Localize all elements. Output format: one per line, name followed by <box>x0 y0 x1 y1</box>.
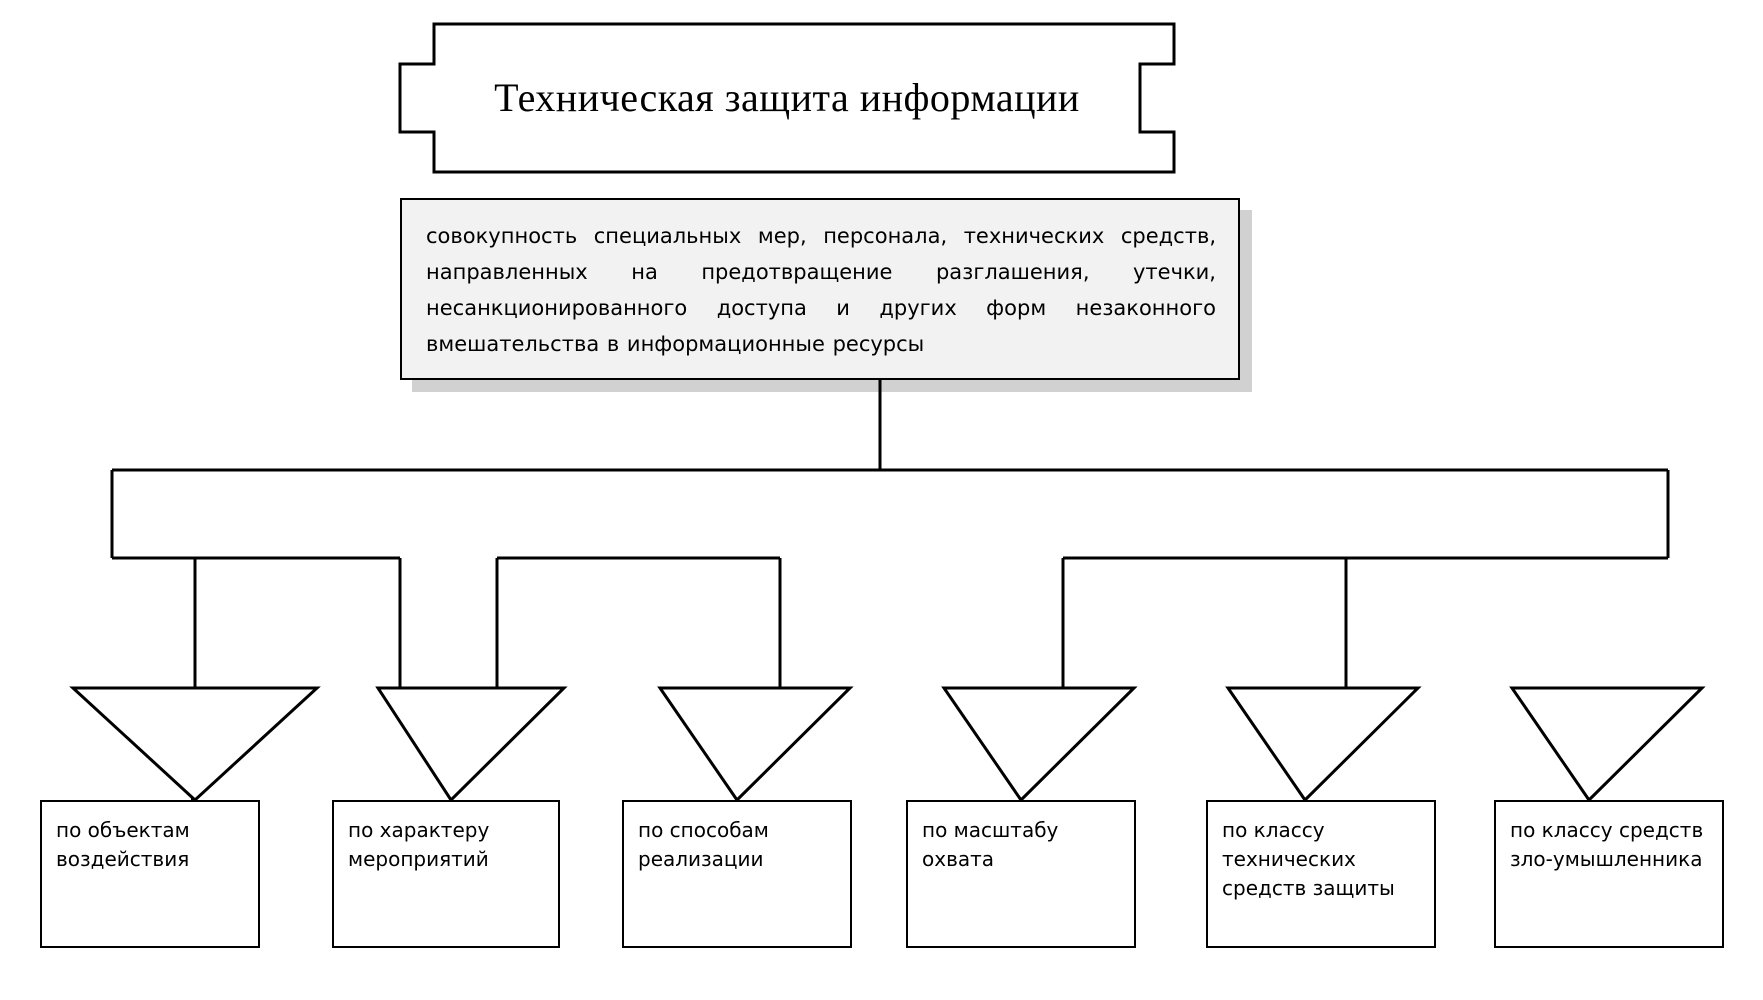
category-box-4[interactable] <box>906 800 1136 948</box>
category-box-6[interactable] <box>1494 800 1724 948</box>
category-label-4: по масштабу охвата <box>922 818 1059 871</box>
category-box-2[interactable] <box>332 800 560 948</box>
arrow-heads <box>76 688 195 800</box>
category-label-6: по классу средств зло-умышленника <box>1510 818 1704 871</box>
category-label-3: по способам реализации <box>638 818 769 871</box>
category-label-2: по характеру мероприятий <box>348 818 490 871</box>
title-box <box>398 22 1176 174</box>
category-box-3[interactable] <box>622 800 852 948</box>
category-label-1: по объектам воздействия <box>56 818 190 871</box>
page-title: Техническая защита информации <box>494 75 1080 120</box>
category-box-5[interactable] <box>1206 800 1436 948</box>
definition-box <box>400 198 1240 380</box>
definition-text: совокупность специальных мер, персонала, технических средств, направленных на предотвращение разглашения, утечки, несанкционированного доступа и других форм незаконного вмешательства в информационные ресурсы <box>426 224 1216 357</box>
category-label-5: по классу технических средств защиты <box>1222 818 1395 900</box>
category-box-1[interactable] <box>40 800 260 948</box>
